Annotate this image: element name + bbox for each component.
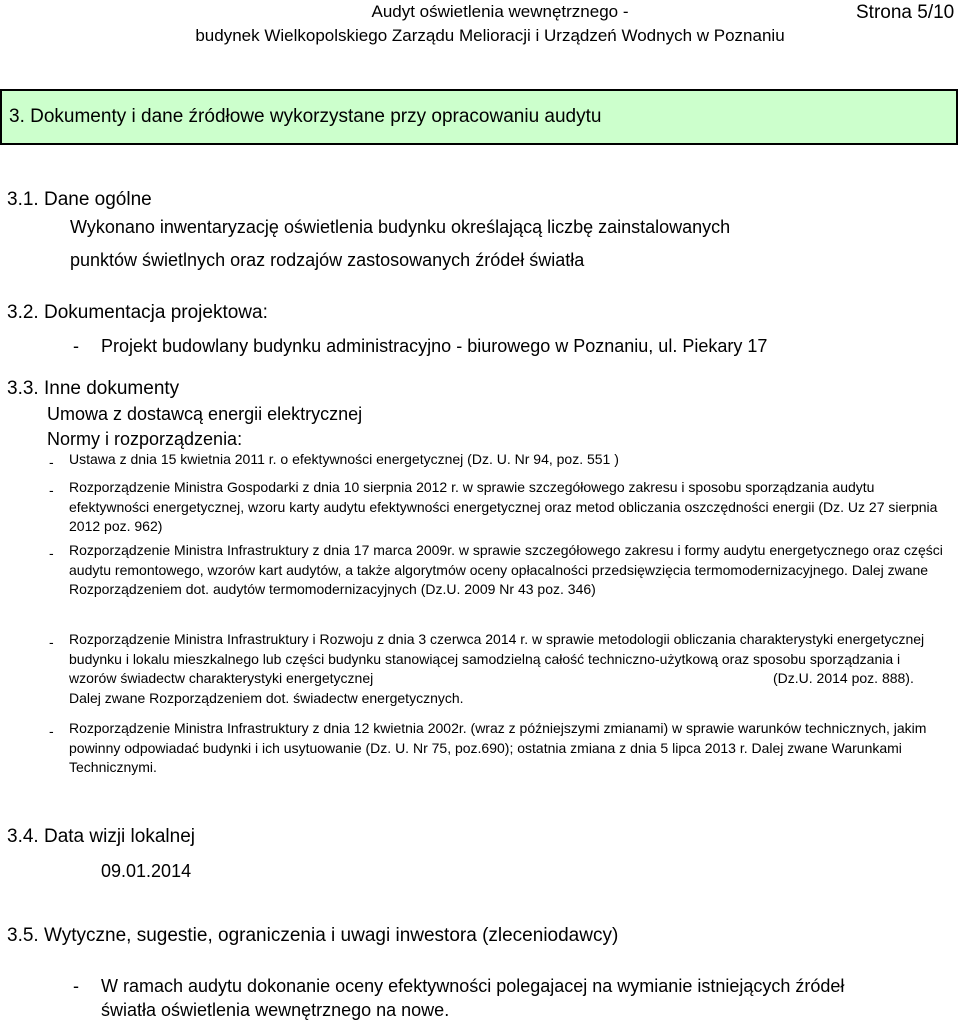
section-3-5-title: 3.5. Wytyczne, sugestie, ograniczenia i uwagi inwestora (zleceniodawcy) [7, 925, 619, 946]
regulation-item: Rozporządzenie Ministra Gospodarki z dnia 10 sierpnia 2012 r. w sprawie szczegółowego zakresu i sposobu sporządzania audytu efektywności energetycznej, wzoru karty audytu efektywności energetycznej oraz metod obliczania oszczędności energii (Dz. Uz 27 sierpnia 2012 poz. 962) [69, 479, 938, 534]
section-3-5-text-line1: W ramach audytu dokonanie oceny efektywności polegajacej na wymianie istniejących źródeł [101, 976, 845, 996]
regulation-item-ref: (Dz.U. 2014 poz. 888). [773, 670, 914, 686]
regulation-item: Rozporządzenie Ministra Infrastruktury i Rozwoju z dnia 3 czerwca 2014 r. w sprawie metodologii obliczania charakterystyki energetycznej budynku i lokalu mieszkalnego lub części budynku stanowiącej samodzielną całość techniczno-użytkową oraz sposobu sporządzania i wzorów świadectw charakterystyki energetycznej [69, 631, 925, 686]
main-heading-box [0, 89, 958, 145]
list-dash: - [73, 336, 79, 356]
main-heading: 3. Dokumenty i dane źródłowe wykorzystane przy opracowaniu audytu [9, 106, 602, 127]
section-3-1-title: 3.1. Dane ogólne [7, 189, 152, 210]
inspection-date: 09.01.2014 [101, 861, 192, 881]
section-3-1-text-line1: Wykonano inwentaryzację oświetlenia budynku określającą liczbę zainstalowanych [70, 217, 731, 237]
regulation-item: Rozporządzenie Ministra Infrastruktury z dnia 17 marca 2009r. w sprawie szczegółowego zakresu i formy audytu energetycznego oraz części audytu remontowego, wzorów kart audytów, a także algorytmów oceny opłacalności przedsięwzięcia termomodernizacyjnego. Dalej zwane Rozporządzeniem dot. audytów termomodernizacyjnych (Dz.U. 2009 Nr 43 poz. 346) [69, 542, 943, 597]
list-dash: - [49, 634, 54, 650]
list-dash: - [49, 482, 54, 498]
regulation-item: Ustawa z dnia 15 kwietnia 2011 r. o efektywności energetycznej (Dz. U. Nr 94, poz. 551 ) [69, 451, 619, 467]
list-dash: - [49, 545, 54, 561]
section-3-3-title: 3.3. Inne dokumenty [7, 378, 180, 399]
header-title-line1: Audyt oświetlenia wewnętrznego - [371, 2, 629, 21]
section-3-3-norms-label: Normy i rozporządzenia: [47, 429, 243, 449]
section-3-5-text-line2: światła oświetlenia wewnętrznego na nowe. [101, 1000, 450, 1020]
section-3-1-text-line2: punktów świetlnych oraz rodzajów zastosowanych źródeł światła [70, 250, 585, 270]
regulation-item: Rozporządzenie Ministra Infrastruktury z dnia 12 kwietnia 2002r. (wraz z późniejszymi zmianami) w sprawie warunków technicznych, jakim powinny odpowiadać budynki i ich usytuowanie (Dz. U. Nr 75, poz.690); ostatnia zmiana z dnia 5 lipca 2013 r. Dalej zwane Warunkami Technicznymi. [69, 720, 927, 775]
section-3-2-item: Projekt budowlany budynku administracyjno - biurowego w Poznaniu, ul. Piekary 17 [101, 336, 768, 356]
header-title-line2: budynek Wielkopolskiego Zarządu Melioracji i Urządzeń Wodnych w Poznaniu [195, 26, 785, 45]
section-3-2-title: 3.2. Dokumentacja projektowa: [7, 302, 268, 323]
page-number: Strona 5/10 [856, 2, 955, 23]
section-3-3-contract: Umowa z dostawcą energii elektrycznej [47, 404, 363, 424]
list-dash: - [49, 454, 54, 470]
section-3-4-title: 3.4. Data wizji lokalnej [7, 826, 195, 847]
list-dash: - [49, 723, 54, 739]
regulation-item-tail: Dalej zwane Rozporządzeniem dot. świadectw energetycznych. [69, 690, 464, 706]
list-dash: - [73, 976, 79, 996]
